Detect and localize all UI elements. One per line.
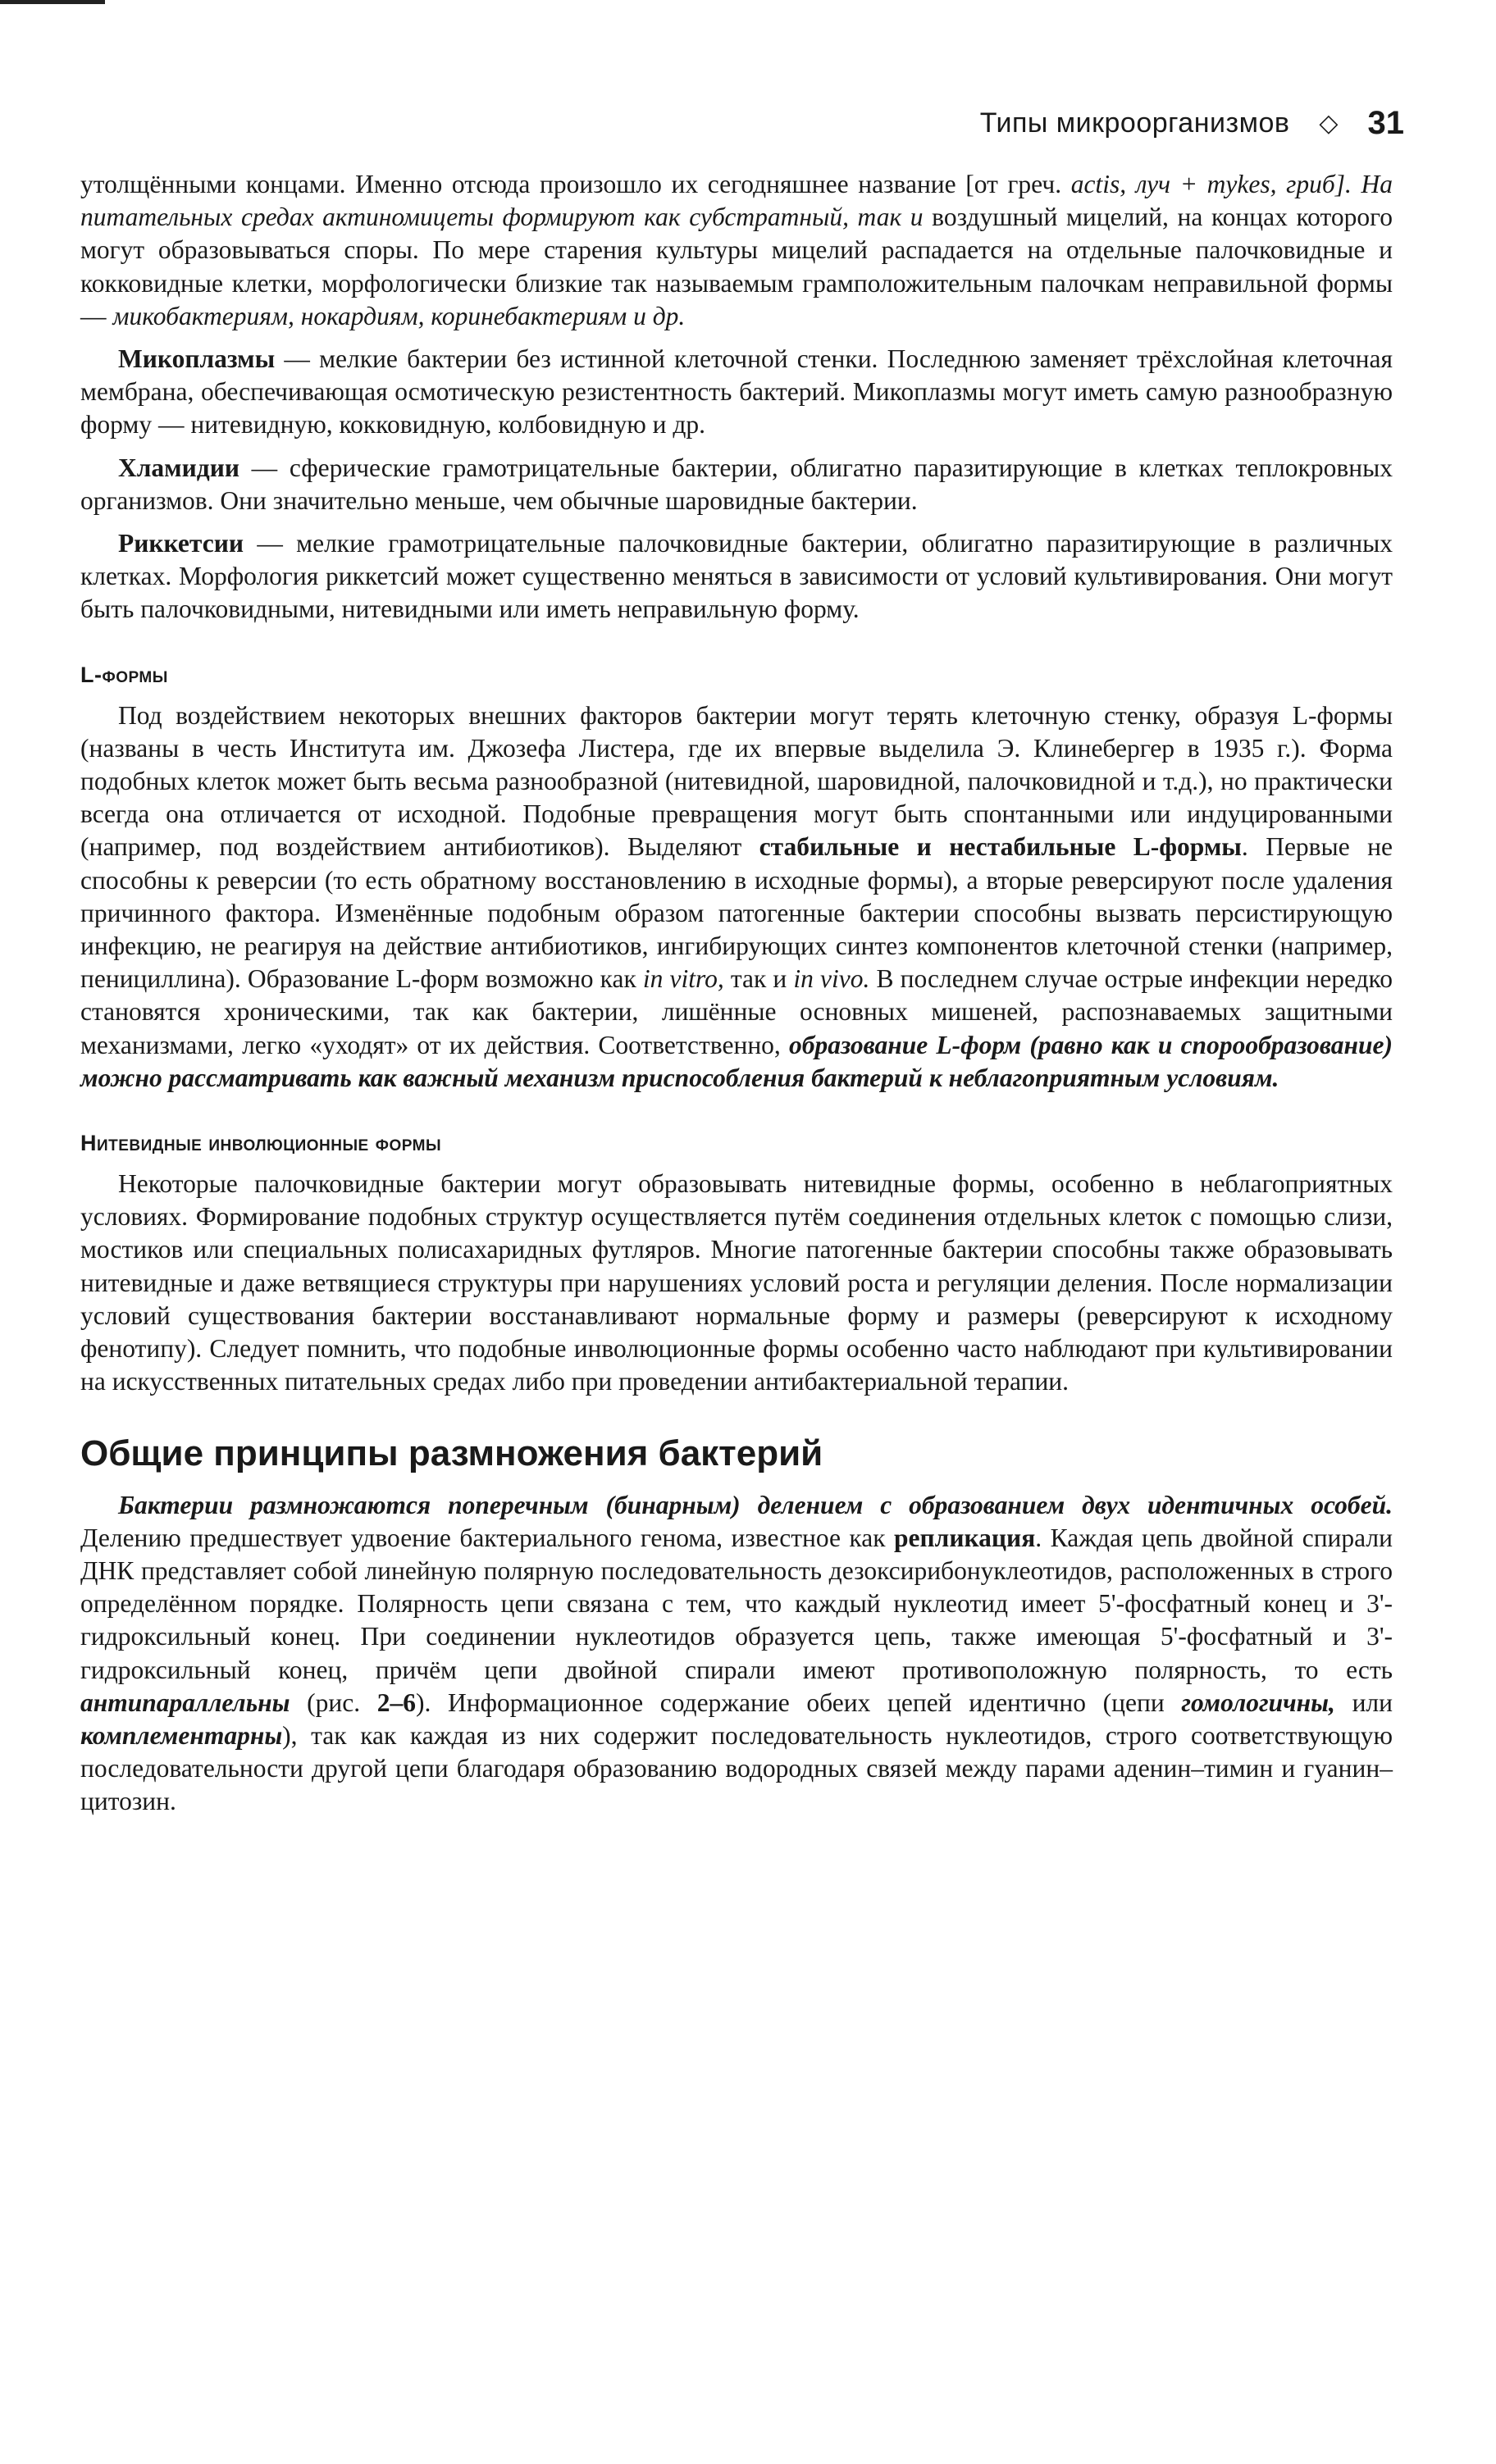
scan-corner-mark — [0, 0, 105, 4]
term-chlamydia: Хламидии — [118, 453, 240, 482]
heading-l-forms: L-формы — [80, 662, 168, 687]
running-head — [980, 105, 1404, 142]
paragraph-reproduction: Бактерии размножаются поперечным (бинарным) делением с образованием двух идентичных особей. Делению предшествует удвоение бактериального генома, известное как репликация. Каждая цепь двойной спирали ДНК представляет собой линейную полярную последовательность дезоксирибонуклеотидов, расположенных в строго определённом порядке. Полярность цепи связана с тем, что каждый нуклеотид имеет 5'-фосфатный конец и 3'-гидроксильный конец. При соединении нуклеотидов образуется цепь, также имеющая 5'-фосфатный и 3'-гидроксильный конец, причём цепи двойной спирали имеют противоположную полярность, то есть антипараллельны (рис. 2–6). Информационное содержание обеих цепей идентично (цепи гомологичны, или комплементарны), так как каждая из них содержит последовательность нуклеотидов, строго соответствующую последовательности другой цепи благодаря образованию водородных связей между парами аденин–тимин и гуанин–цитозин. — [80, 1490, 1393, 1816]
section-title: Типы микроорганизмов — [979, 107, 1290, 139]
term-mycoplasma: Микоплазмы — [118, 344, 276, 374]
diamond-separator-icon: ◇ — [1319, 109, 1339, 138]
heading-reproduction: Общие принципы размножения бактерий — [80, 1432, 823, 1473]
heading-filamentous-forms: Нитевидные инволюционные формы — [80, 1131, 442, 1156]
term-rickettsia: Риккетсии — [118, 529, 244, 558]
paragraph-actinomycetes: утолщёнными концами. Именно отсюда произошло их сегодняшнее название [от греч. actis, луч + mykes, гриб]. На питательных средах актиномицеты формируют как субстратный, так и воздушный мицелий, на концах которого могут образовываться споры. По мере старения культуры мицелий распадается на отдельные палочковидные и кокковидные клетки, морфологически близкие так называемым грамположительным палочкам неправильной формы — микобактериям, нокардиям, коринебактериям и др. — [80, 170, 1393, 330]
figure-reference: 2–6 — [376, 1687, 416, 1717]
paragraph-mycoplasma: Микоплазмы — мелкие бактерии без истинной клеточной стенки. Последнюю заменяет трёхслойная клеточная мембрана, обеспечивающая осмотическую резистентность бактерий. Микоплазмы могут иметь самую разнообразную форму — нитевидную, кокковидную, колбовидную и др. — [80, 344, 1393, 440]
page-number: 31 — [1367, 105, 1404, 141]
paragraph-l-forms: Под воздействием некоторых внешних факторов бактерии могут терять клеточную стенку, образуя L-формы (названы в честь Института им. Джозефа Листера, где их впервые выделила Э. Клинебергер в 1935 г.). Форма подобных клеток может быть весьма разнообразной (нитевидной, шаровидной, палочковидной и т.д.), но практически всегда она отличается от исходной. Подобные превращения могут быть спонтанными или индуцированными (например, под воздействием антибиотиков). Выделяют стабильные и нестабильные L-формы. Первые не способны к реверсии (то есть обратному восстановлению в исходные формы), а вторые реверсируют после удаления причинного фактора. Изменённые подобным образом патогенные бактерии способны вызвать персистирующую инфекцию, не реагируя на действие антибиотиков, ингибирующих синтез компонентов клеточной стенки (например, пенициллина). Образование L-форм возможно как in vitro, так и in vivo. В последнем случае острые инфекции нередко становятся хроническими, так как бактерии, лишённые основных мишеней, распознаваемых защитными механизмами, легко «уходят» от их действия. Соответственно, образование L-форм (равно как и спорообразование) можно рассматривать как важный механизм приспособления бактерий к неблагоприятным условиям. — [80, 700, 1393, 1092]
paragraph-rickettsia: Риккетсии — мелкие грамотрицательные палочковидные бактерии, облигатно паразитирующие в различных клетках. Морфология риккетсий может существенно меняться в зависимости от условий культивирования. Они могут быть палочковидными, нитевидными или иметь неправильную форму. — [80, 529, 1393, 624]
paragraph-filamentous-forms: Некоторые палочковидные бактерии могут образовывать нитевидные формы, особенно в неблагоприятных условиях. Формирование подобных структур осуществляется путём соединения отдельных клеток с помощью слизи, мостиков или специальных полисахаридных футляров. Многие патогенные бактерии способны также образовывать нитевидные и даже ветвящиеся структуры при нарушениях условий роста и регуляции деления. После нормализации условий существования бактерии восстанавливают нормальные форму и размеры (реверсируют к исходному фенотипу). Следует помнить, что подобные инволюционные формы особенно часто наблюдают при культивировании на искусственных питательных средах либо при проведении антибактериальной терапии. — [80, 1169, 1393, 1396]
page-body — [80, 168, 1393, 1819]
paragraph-chlamydia: Хламидии — сферические грамотрицательные бактерии, облигатно паразитирующие в клетках теплокровных организмов. Они значительно меньше, чем обычные шаровидные бактерии. — [80, 453, 1393, 515]
